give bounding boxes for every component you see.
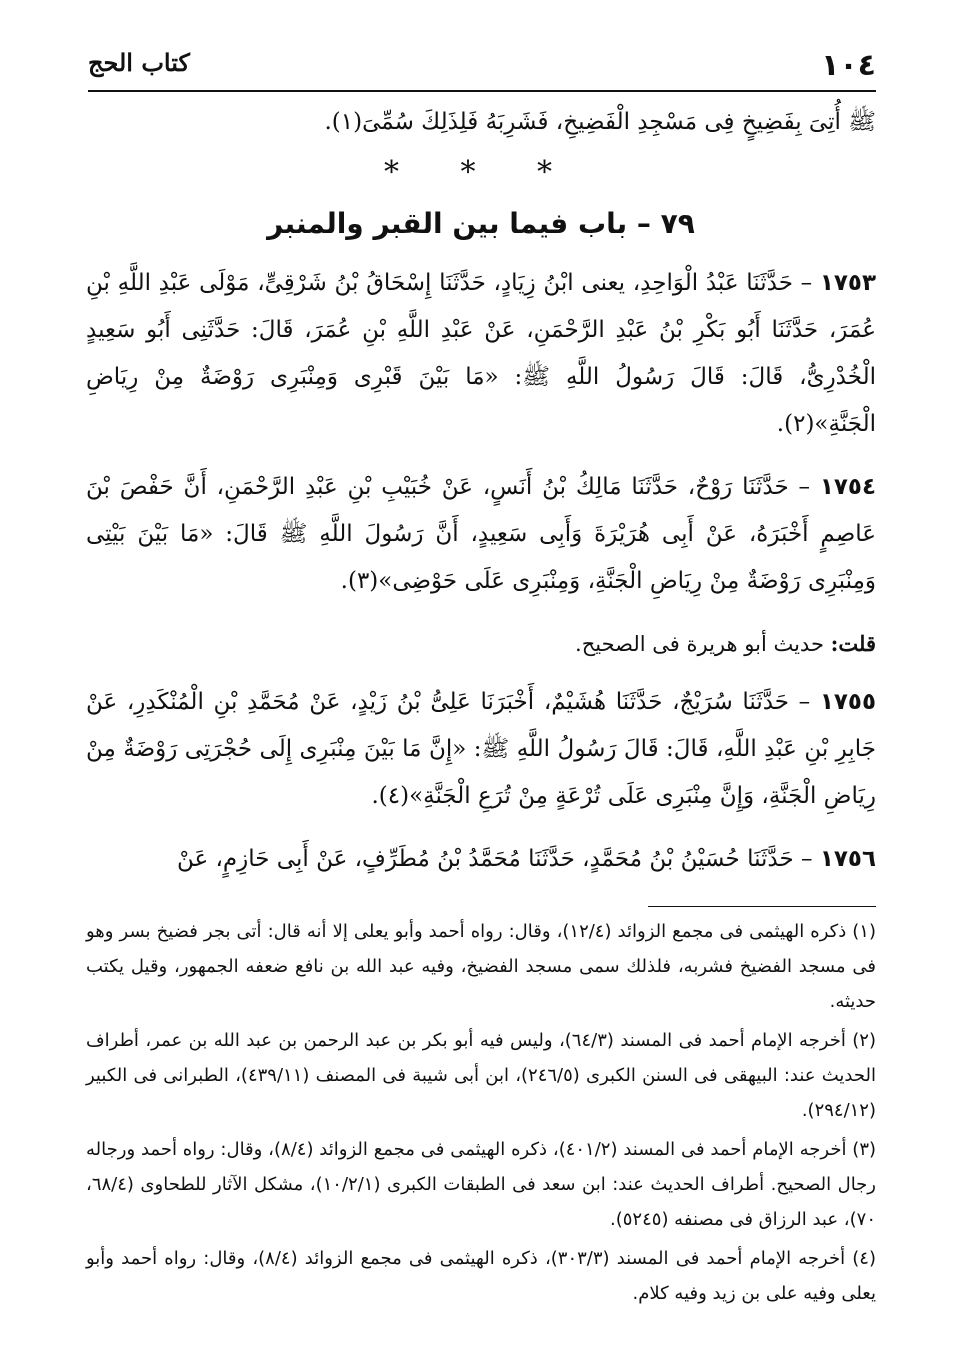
hadith-text: – حَدَّثَنَا سُرَيْجٌ، حَدَّثَنَا هُشَيْمٌ، أَخْبَرَنَا عَلِىُّ بْنُ زَيْدٍ، عَنْ مُحَمَّدِ بْنِ الْمُنْكَدِرِ، عَنْ جَابِرِ بْنِ عَبْدِ اللَّهِ، قَالَ: قَالَ رَسُولُ اللَّهِ ﷺ: «إِنَّ مَا بَيْنَ مِنْبَرِى إِلَى حُجْرَتِى رَوْضَةٌ مِنْ رِيَاضِ الْجَنَّةِ، وَإِنَّ مِنْبَرِى عَلَى تُرْعَةٍ مِنْ تُرَعِ الْجَنَّةِ»(٤). <box>86 689 876 809</box>
hadith-1756 <box>86 836 876 883</box>
qult-label: قلت: <box>830 631 876 656</box>
hadith-number: ١٧٥٣ <box>819 270 876 296</box>
hadith-1754 <box>86 464 876 605</box>
footnotes <box>86 914 876 1315</box>
hadith-text: – حَدَّثَنَا رَوْحٌ، حَدَّثَنَا مَالِكُ بْنُ أَنَسٍ، عَنْ خُبَيْبِ بْنِ عَبْدِ الرَّحْمَنِ، أَنَّ حَفْصَ بْنَ عَاصِمٍ أَخْبَرَهُ، عَنْ أَبِى هُرَيْرَةَ وَأَبِى سَعِيدٍ، أَنَّ رَسُولَ اللَّهِ ﷺ قَالَ: «مَا بَيْنَ بَيْتِى وَمِنْبَرِى رَوْضَةٌ مِنْ رِيَاضِ الْجَنَّةِ، وَمِنْبَرِى عَلَى حَوْضِى»(٣). <box>86 474 876 594</box>
footnote-4: (٤) أخرجه الإمام أحمد فى المسند (٣٠٣/٣)، ذكره الهيثمى فى مجمع الزوائد (٨/٤)، وقال: رواه أحمد وأبو يعلى وفيه على بن زيد وفيه كلام. <box>86 1248 876 1304</box>
book-title: كتاب الحج <box>88 48 190 77</box>
hadith-text: – حَدَّثَنَا عَبْدُ الْوَاحِدِ، يعنى ابْنُ زِيَادٍ، حَدَّثَنَا إِسْحَاقُ بْنُ شَرْقِىٍّ، مَوْلَى عَبْدِ اللَّهِ بْنِ عُمَرَ، حَدَّثَنَا أَبُو بَكْرِ بْنُ عَبْدِ الرَّحْمَنِ، عَنْ عَبْدِ اللَّهِ بْنِ عُمَرَ، قَالَ: حَدَّثَنِى أَبُو سَعِيدٍ الْخُدْرِىُّ، قَالَ: قَالَ رَسُولُ اللَّهِ ﷺ: «مَا بَيْنَ قَبْرِى وَمِنْبَرِى رَوْضَةٌ مِنْ رِيَاضِ الْجَنَّةِ»(٢). <box>86 270 876 437</box>
footnote-2: (٢) أخرجه الإمام أحمد فى المسند (٦٤/٣)، وليس فيه أبو بكر بن عبد الرحمن بن عبد الله بن عمر، أطراف الحديث عند: البيهقى فى السنن الكبرى (٢٤٦/٥)، ابن أبى شيبة فى المصنف (٤٣٩/١١)، الطبرانى فى الكبير (٢٩٤/١٢). <box>86 1030 876 1121</box>
footnote-divider <box>648 906 876 907</box>
hadith-1755 <box>86 679 876 820</box>
hadith-number: ١٧٥٥ <box>819 689 876 715</box>
chapter-title: ٧٩ – باب فيما بين القبر والمنبر <box>267 207 695 240</box>
page-number: ١٠٤ <box>821 48 876 83</box>
qult-text: حديث أبو هريرة فى الصحيح. <box>575 632 824 656</box>
hadith-number: ١٧٥٤ <box>819 474 876 500</box>
qult-note <box>86 621 876 667</box>
hadith-text: – حَدَّثَنَا حُسَيْنُ بْنُ مُحَمَّدٍ، حَدَّثَنَا مُحَمَّدُ بْنُ مُطَرِّفٍ، عَنْ أَبِى حَازِمٍ، عَنْ <box>176 846 813 872</box>
intro-line: ﷺ أُتِىَ بِفَضِيخٍ فِى مَسْجِدِ الْفَضِيخِ، فَشَرِبَهُ فَلِذَلِكَ سُمِّىَ(١). <box>324 109 876 135</box>
footnote-3: (٣) أخرجه الإمام أحمد فى المسند (٤٠١/٢)، ذكره الهيثمى فى مجمع الزوائد (٨/٤)، وقال: رواه أحمد ورجاله رجال الصحيح. أطراف الحديث عند: ابن سعد فى الطبقات الكبرى (١٠/٢/١)، مشكل الآثار للطحاوى (٦٨/٤، ٧٠)، عبد الرزاق فى مصنفه (٥٢٤٥). <box>86 1139 877 1230</box>
hadith-number: ١٧٥٦ <box>819 846 876 872</box>
hadith-1753 <box>86 260 876 448</box>
page-header <box>88 40 876 92</box>
footnote-1: (١) ذكره الهيثمى فى مجمع الزوائد (١٢/٤)، وقال: رواه أحمد وأبو يعلى إلا أنه قال: أتى بجر فضيخ بسر وهو فى مسجد الفضيخ فشربه، فلذلك سمى مسجد الفضيخ، وفيه عبد الله بن نافع ضعفه الجمهور، وقيل يكتب حديثه. <box>86 921 876 1012</box>
section-separator: * * * <box>383 155 579 190</box>
main-text <box>86 98 876 899</box>
